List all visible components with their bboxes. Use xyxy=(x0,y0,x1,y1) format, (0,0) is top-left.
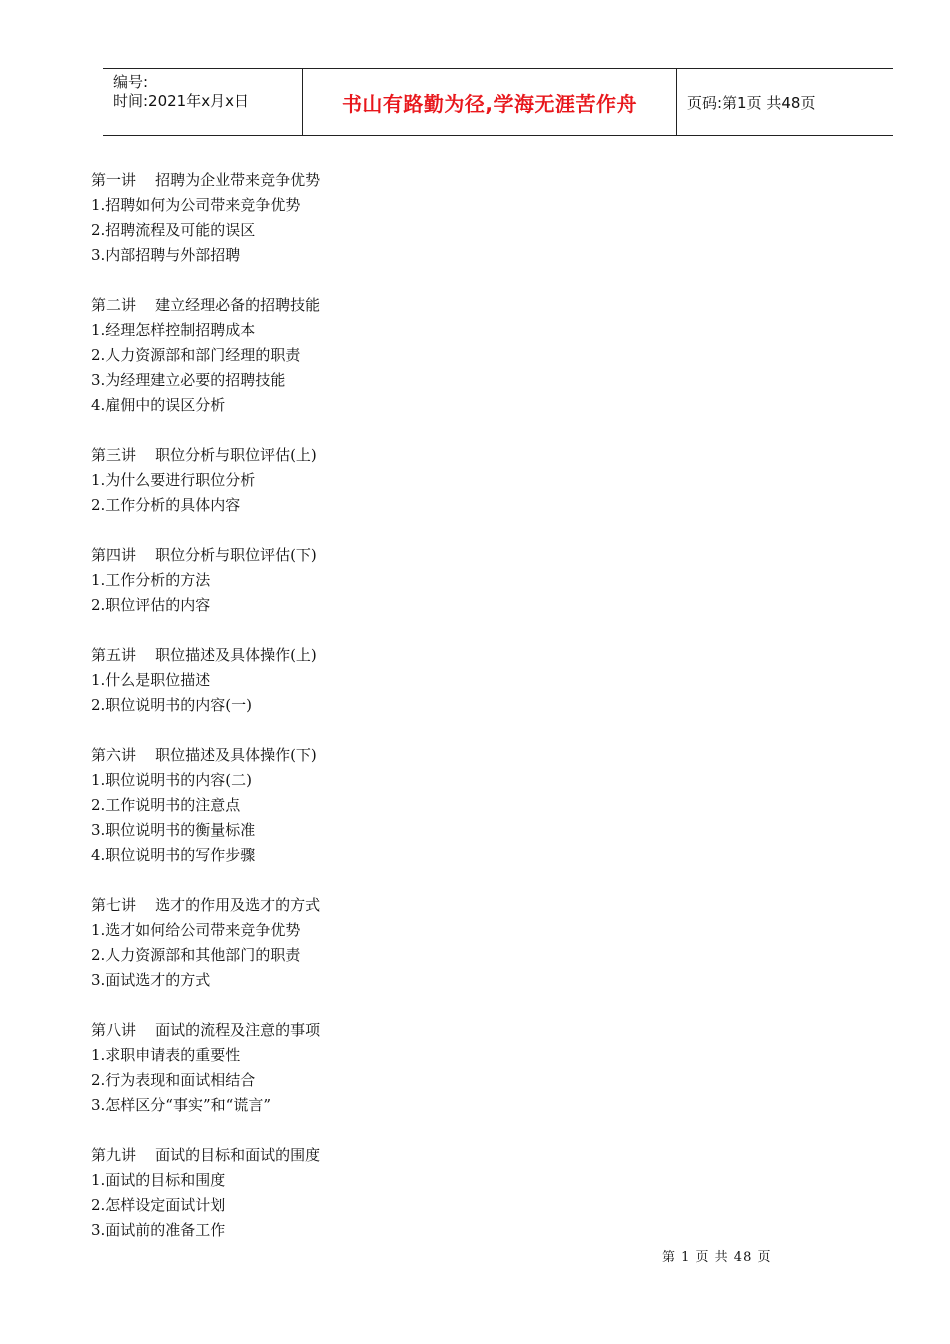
lecture-item: 2.人力资源部和其他部门的职责 xyxy=(91,946,301,964)
lecture-item: 2.工作分析的具体内容 xyxy=(91,496,241,514)
header-meta xyxy=(103,69,303,135)
lecture-title: 第二讲 建立经理必备的招聘技能 xyxy=(91,296,321,314)
lecture-item: 3.面试选才的方式 xyxy=(91,971,211,989)
lecture-item: 3.职位说明书的衡量标准 xyxy=(91,821,256,839)
lecture-item: 2.行为表现和面试相结合 xyxy=(91,1071,256,1089)
page-footer: 第 1 页 共 48 页 xyxy=(662,1250,772,1265)
page-header xyxy=(103,68,893,136)
lecture-outline xyxy=(91,168,691,1268)
header-page-info: 页码:第1页 共48页 xyxy=(687,93,816,112)
lecture-section xyxy=(91,543,691,618)
lecture-item: 2.工作说明书的注意点 xyxy=(91,796,241,814)
lecture-item: 3.内部招聘与外部招聘 xyxy=(91,246,241,264)
lecture-item: 1.选才如何给公司带来竞争优势 xyxy=(91,921,301,939)
header-motto: 书山有路勤为径,学海无涯苦作舟 xyxy=(303,69,677,135)
lecture-section xyxy=(91,1018,691,1118)
lecture-title: 第三讲 职位分析与职位评估(上) xyxy=(91,446,317,464)
lecture-item: 4.职位说明书的写作步骤 xyxy=(91,846,256,864)
lecture-title: 第七讲 选才的作用及选才的方式 xyxy=(91,896,321,914)
document-number-label: 编号: xyxy=(113,73,149,91)
lecture-item: 3.怎样区分“事实”和“谎言” xyxy=(91,1096,271,1114)
lecture-item: 3.为经理建立必要的招聘技能 xyxy=(91,371,286,389)
lecture-title: 第八讲 面试的流程及注意的事项 xyxy=(91,1021,321,1039)
lecture-item: 1.面试的目标和围度 xyxy=(91,1171,226,1189)
lecture-section xyxy=(91,443,691,518)
lecture-item: 2.怎样设定面试计划 xyxy=(91,1196,226,1214)
lecture-item: 1.求职申请表的重要性 xyxy=(91,1046,241,1064)
lecture-title: 第九讲 面试的目标和面试的围度 xyxy=(91,1146,321,1164)
lecture-item: 4.雇佣中的误区分析 xyxy=(91,396,226,414)
lecture-section xyxy=(91,293,691,418)
lecture-item: 1.经理怎样控制招聘成本 xyxy=(91,321,256,339)
lecture-item: 2.人力资源部和部门经理的职责 xyxy=(91,346,301,364)
document-time-label: 时间:2021年x月x日 xyxy=(113,92,249,110)
lecture-section xyxy=(91,743,691,868)
lecture-section xyxy=(91,893,691,993)
lecture-item: 1.什么是职位描述 xyxy=(91,671,211,689)
lecture-item: 1.招聘如何为公司带来竞争优势 xyxy=(91,196,301,214)
lecture-item: 2.职位说明书的内容(一) xyxy=(91,696,253,714)
lecture-item: 2.招聘流程及可能的误区 xyxy=(91,221,256,239)
lecture-section xyxy=(91,1143,691,1243)
lecture-section xyxy=(91,168,691,268)
lecture-item: 1.职位说明书的内容(二) xyxy=(91,771,253,789)
lecture-title: 第四讲 职位分析与职位评估(下) xyxy=(91,546,317,564)
lecture-item: 3.面试前的准备工作 xyxy=(91,1221,226,1239)
lecture-title: 第五讲 职位描述及具体操作(上) xyxy=(91,646,317,664)
lecture-item: 1.为什么要进行职位分析 xyxy=(91,471,256,489)
lecture-title: 第六讲 职位描述及具体操作(下) xyxy=(91,746,317,764)
lecture-title: 第一讲 招聘为企业带来竞争优势 xyxy=(91,171,321,189)
lecture-item: 1.工作分析的方法 xyxy=(91,571,211,589)
lecture-item: 2.职位评估的内容 xyxy=(91,596,211,614)
lecture-section xyxy=(91,643,691,718)
